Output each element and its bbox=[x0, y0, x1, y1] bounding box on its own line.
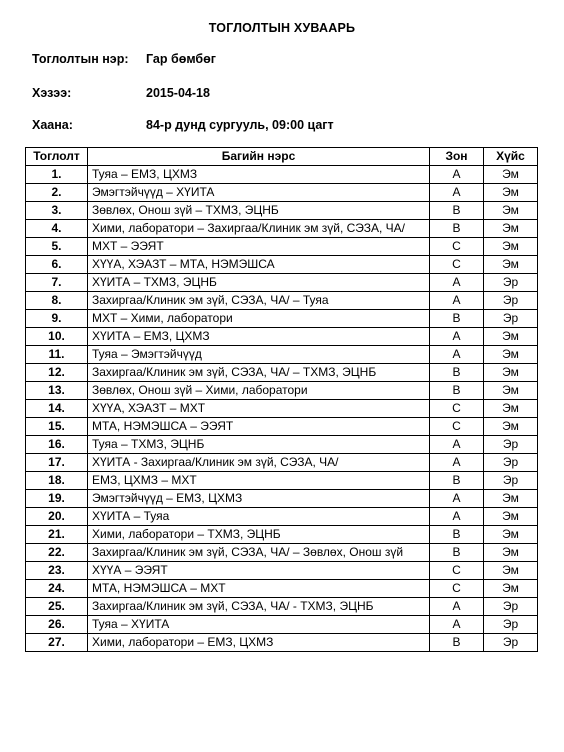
gender-cell: Эр bbox=[484, 310, 538, 328]
table-row bbox=[26, 418, 538, 436]
table-row bbox=[26, 202, 538, 220]
game-number-cell: 26. bbox=[26, 616, 88, 634]
game-number-cell: 1. bbox=[26, 166, 88, 184]
game-name-value: Гар бөмбөг bbox=[146, 52, 216, 66]
table-row bbox=[26, 526, 538, 544]
teams-cell: Зөвлөх, Онош зүй – ТХМЗ, ЭЦНБ bbox=[88, 202, 430, 220]
table-row bbox=[26, 256, 538, 274]
teams-cell: ЕМЗ, ЦХМЗ – МХТ bbox=[88, 472, 430, 490]
game-number-cell: 6. bbox=[26, 256, 88, 274]
game-number-cell: 23. bbox=[26, 562, 88, 580]
teams-cell: Захиргаа/Клиник эм зүй, СЭЗА, ЧА/ – Зөвлөх, Онош зүй bbox=[88, 544, 430, 562]
table-row bbox=[26, 274, 538, 292]
game-number-cell: 12. bbox=[26, 364, 88, 382]
game-number-cell: 8. bbox=[26, 292, 88, 310]
gender-cell: Эм bbox=[484, 328, 538, 346]
date-label: Хэзээ: bbox=[32, 86, 72, 100]
gender-cell: Эм bbox=[484, 256, 538, 274]
gender-cell: Эр bbox=[484, 598, 538, 616]
gender-cell: Эм bbox=[484, 220, 538, 238]
zone-cell: B bbox=[430, 526, 484, 544]
game-number-cell: 7. bbox=[26, 274, 88, 292]
header-teams: Багийн нэрс bbox=[88, 148, 430, 166]
game-number-cell: 14. bbox=[26, 400, 88, 418]
gender-cell: Эр bbox=[484, 436, 538, 454]
game-number-cell: 5. bbox=[26, 238, 88, 256]
table-row bbox=[26, 382, 538, 400]
table-row bbox=[26, 454, 538, 472]
teams-cell: Хими, лаборатори – ЕМЗ, ЦХМЗ bbox=[88, 634, 430, 652]
table-body bbox=[26, 166, 538, 652]
game-number-cell: 16. bbox=[26, 436, 88, 454]
gender-cell: Эм bbox=[484, 544, 538, 562]
zone-cell: A bbox=[430, 616, 484, 634]
game-number-cell: 24. bbox=[26, 580, 88, 598]
document-title: ТОГЛОЛТЫН ХУВААРЬ bbox=[208, 21, 356, 35]
table-row bbox=[26, 472, 538, 490]
table-row bbox=[26, 400, 538, 418]
table-row bbox=[26, 238, 538, 256]
gender-cell: Эм bbox=[484, 202, 538, 220]
zone-cell: C bbox=[430, 256, 484, 274]
teams-cell: МТА, НЭМЭШСА – ЭЭЯТ bbox=[88, 418, 430, 436]
teams-cell: МТА, НЭМЭШСА – МХТ bbox=[88, 580, 430, 598]
zone-cell: A bbox=[430, 598, 484, 616]
teams-cell: Туяа – ЕМЗ, ЦХМЗ bbox=[88, 166, 430, 184]
zone-cell: B bbox=[430, 202, 484, 220]
gender-cell: Эм bbox=[484, 166, 538, 184]
table-row bbox=[26, 598, 538, 616]
teams-cell: ХҮИТА – ЕМЗ, ЦХМЗ bbox=[88, 328, 430, 346]
zone-cell: B bbox=[430, 220, 484, 238]
zone-cell: A bbox=[430, 166, 484, 184]
game-number-cell: 10. bbox=[26, 328, 88, 346]
table-row bbox=[26, 580, 538, 598]
gender-cell: Эр bbox=[484, 274, 538, 292]
gender-cell: Эр bbox=[484, 634, 538, 652]
zone-cell: A bbox=[430, 508, 484, 526]
table-row bbox=[26, 562, 538, 580]
gender-cell: Эм bbox=[484, 490, 538, 508]
table-row bbox=[26, 310, 538, 328]
gender-cell: Эм bbox=[484, 364, 538, 382]
teams-cell: ХҮҮА, ХЭАЗТ – МХТ bbox=[88, 400, 430, 418]
teams-cell: Хими, лаборатори – Захиргаа/Клиник эм зүй, СЭЗА, ЧА/ bbox=[88, 220, 430, 238]
gender-cell: Эм bbox=[484, 418, 538, 436]
teams-cell: ХҮИТА – Туяа bbox=[88, 508, 430, 526]
teams-cell: Хими, лаборатори – ТХМЗ, ЭЦНБ bbox=[88, 526, 430, 544]
gender-cell: Эр bbox=[484, 472, 538, 490]
teams-cell: МХТ – ЭЭЯТ bbox=[88, 238, 430, 256]
teams-cell: Захиргаа/Клиник эм зүй, СЭЗА, ЧА/ - ТХМЗ, ЭЦНБ bbox=[88, 598, 430, 616]
table-row bbox=[26, 544, 538, 562]
zone-cell: A bbox=[430, 346, 484, 364]
teams-cell: Туяа – ХҮИТА bbox=[88, 616, 430, 634]
game-number-cell: 2. bbox=[26, 184, 88, 202]
teams-cell: МХТ – Хими, лаборатори bbox=[88, 310, 430, 328]
header-gender: Хүйс bbox=[484, 148, 538, 166]
game-number-cell: 20. bbox=[26, 508, 88, 526]
teams-cell: Туяа – ТХМЗ, ЭЦНБ bbox=[88, 436, 430, 454]
zone-cell: A bbox=[430, 436, 484, 454]
zone-cell: B bbox=[430, 634, 484, 652]
zone-cell: C bbox=[430, 238, 484, 256]
header-game: Тоглолт bbox=[26, 148, 88, 166]
schedule-table bbox=[25, 147, 538, 652]
table-row bbox=[26, 490, 538, 508]
zone-cell: B bbox=[430, 364, 484, 382]
zone-cell: B bbox=[430, 310, 484, 328]
table-row bbox=[26, 616, 538, 634]
table-row bbox=[26, 364, 538, 382]
gender-cell: Эм bbox=[484, 346, 538, 364]
table-row bbox=[26, 508, 538, 526]
game-number-cell: 22. bbox=[26, 544, 88, 562]
teams-cell: ХҮИТА – ТХМЗ, ЭЦНБ bbox=[88, 274, 430, 292]
teams-cell: Эмэгтэйчүүд – ЕМЗ, ЦХМЗ bbox=[88, 490, 430, 508]
location-label: Хаана: bbox=[32, 118, 73, 132]
zone-cell: A bbox=[430, 274, 484, 292]
zone-cell: B bbox=[430, 472, 484, 490]
gender-cell: Эм bbox=[484, 238, 538, 256]
game-number-cell: 13. bbox=[26, 382, 88, 400]
game-number-cell: 25. bbox=[26, 598, 88, 616]
table-row bbox=[26, 634, 538, 652]
teams-cell: ХҮҮА – ЭЭЯТ bbox=[88, 562, 430, 580]
date-value: 2015-04-18 bbox=[146, 86, 210, 100]
zone-cell: C bbox=[430, 400, 484, 418]
game-number-cell: 21. bbox=[26, 526, 88, 544]
location-value: 84-р дунд сургууль, 09:00 цагт bbox=[146, 118, 334, 132]
gender-cell: Эм bbox=[484, 526, 538, 544]
teams-cell: Зөвлөх, Онош зүй – Хими, лаборатори bbox=[88, 382, 430, 400]
header-zone: Зон bbox=[430, 148, 484, 166]
gender-cell: Эм bbox=[484, 400, 538, 418]
game-number-cell: 17. bbox=[26, 454, 88, 472]
gender-cell: Эм bbox=[484, 580, 538, 598]
zone-cell: C bbox=[430, 562, 484, 580]
zone-cell: A bbox=[430, 184, 484, 202]
teams-cell: Захиргаа/Клиник эм зүй, СЭЗА, ЧА/ – ТХМЗ, ЭЦНБ bbox=[88, 364, 430, 382]
table-row bbox=[26, 292, 538, 310]
table-row bbox=[26, 346, 538, 364]
game-number-cell: 9. bbox=[26, 310, 88, 328]
gender-cell: Эр bbox=[484, 454, 538, 472]
gender-cell: Эм bbox=[484, 508, 538, 526]
teams-cell: Захиргаа/Клиник эм зүй, СЭЗА, ЧА/ – Туяа bbox=[88, 292, 430, 310]
gender-cell: Эм bbox=[484, 382, 538, 400]
gender-cell: Эр bbox=[484, 292, 538, 310]
gender-cell: Эр bbox=[484, 616, 538, 634]
gender-cell: Эм bbox=[484, 562, 538, 580]
game-number-cell: 3. bbox=[26, 202, 88, 220]
teams-cell: Туяа – Эмэгтэйчүүд bbox=[88, 346, 430, 364]
game-number-cell: 19. bbox=[26, 490, 88, 508]
gender-cell: Эм bbox=[484, 184, 538, 202]
zone-cell: A bbox=[430, 490, 484, 508]
game-number-cell: 15. bbox=[26, 418, 88, 436]
table-header-row bbox=[26, 148, 538, 166]
zone-cell: A bbox=[430, 328, 484, 346]
game-number-cell: 4. bbox=[26, 220, 88, 238]
table-row bbox=[26, 436, 538, 454]
table-row bbox=[26, 184, 538, 202]
table-row bbox=[26, 166, 538, 184]
zone-cell: B bbox=[430, 544, 484, 562]
game-number-cell: 18. bbox=[26, 472, 88, 490]
table-row bbox=[26, 328, 538, 346]
zone-cell: A bbox=[430, 292, 484, 310]
zone-cell: C bbox=[430, 418, 484, 436]
game-name-label: Тоглолтын нэр: bbox=[32, 52, 129, 66]
zone-cell: B bbox=[430, 382, 484, 400]
zone-cell: A bbox=[430, 454, 484, 472]
zone-cell: C bbox=[430, 580, 484, 598]
teams-cell: Эмэгтэйчүүд – ХҮИТА bbox=[88, 184, 430, 202]
game-number-cell: 11. bbox=[26, 346, 88, 364]
teams-cell: ХҮҮА, ХЭАЗТ – МТА, НЭМЭШСА bbox=[88, 256, 430, 274]
table-row bbox=[26, 220, 538, 238]
teams-cell: ХҮИТА - Захиргаа/Клиник эм зүй, СЭЗА, ЧА/ bbox=[88, 454, 430, 472]
game-number-cell: 27. bbox=[26, 634, 88, 652]
